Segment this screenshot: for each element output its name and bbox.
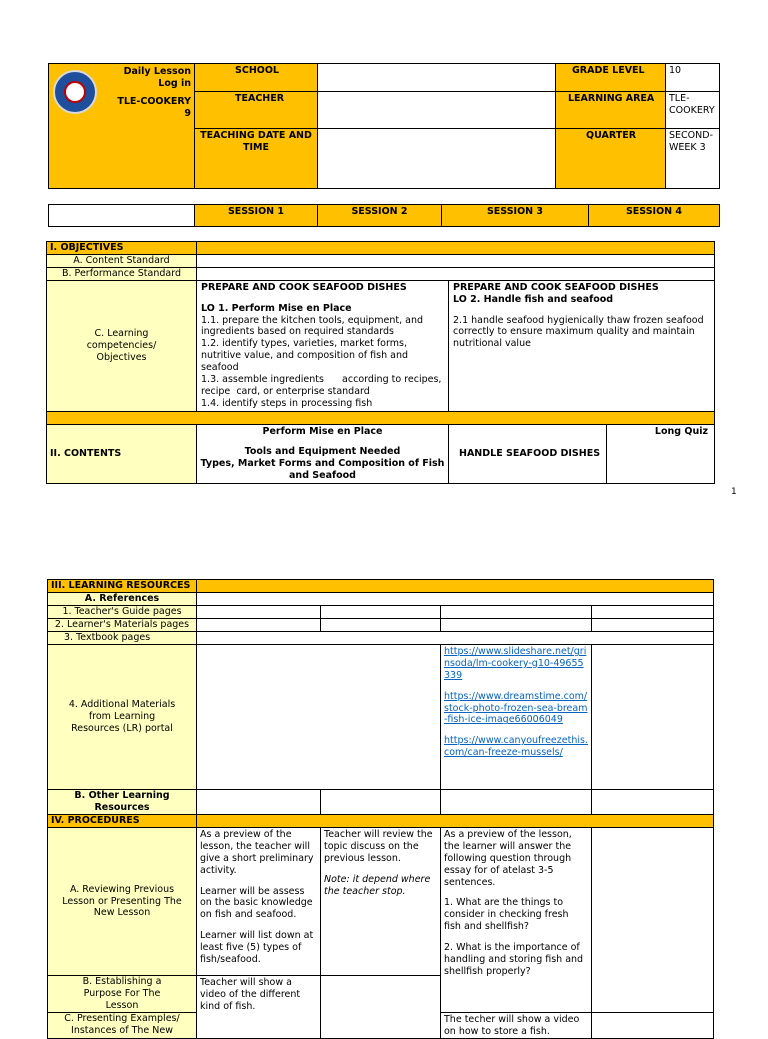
reviewing-s3-q1: 1. What are the things to consider in checking fresh fish and shellfish? [444,897,569,933]
link-dreamstime[interactable]: https://www.dreamstime.com/stock-photo-frozen-sea-bream-fish-ice-image66006049 [444,690,588,726]
purpose-session-2[interactable] [321,976,441,1039]
additional-materials-links [441,645,592,790]
teacher-value[interactable] [318,92,556,129]
sessions-blank-cell [49,205,195,227]
examples-session-3: The techer will show a video on how to store a fish. [441,1012,592,1039]
reviewing-s2-p1: Teacher will review the topic discuss on the previous lesson. [324,829,433,864]
competencies-label: C. Learning competencies/ Objectives [47,280,197,411]
reviewing-s1-p3: Learner will list down at least five (5) types of fish/seafood. [200,930,314,965]
learners-materials-s3[interactable] [441,619,592,632]
reviewing-label: A. Reviewing Previous Lesson or Presenting The New Lesson [48,828,197,976]
reviewing-session-3 [441,828,592,1013]
competency-item: 1.4. identify steps in processing fish [201,397,373,409]
teachers-guide-s1[interactable] [197,606,321,619]
teaching-date-value[interactable] [318,129,556,189]
other-resources-s3[interactable] [441,790,592,815]
header-title: Daily Lesson [123,66,191,77]
contents-session-1 [197,424,449,484]
objectives-table [46,241,715,484]
learners-materials-label: 2. Learner's Materials pages [48,619,197,632]
school-label: SCHOOL [195,64,318,92]
resources-heading: III. LEARNING RESOURCES [48,580,197,593]
contents-s1-line2: Tools and Equipment Needed [244,446,401,458]
competencies-right-title: PREPARE AND COOK SEAFOOD DISHES [453,281,659,293]
header-title-line2: Log in [158,77,191,89]
teachers-guide-label: 1. Teacher's Guide pages [48,606,197,619]
session-2-header: SESSION 2 [318,205,442,227]
teachers-guide-s3[interactable] [441,606,592,619]
page-number: 1 [731,487,737,497]
other-resources-s1[interactable] [197,790,321,815]
grade-level-label: GRADE LEVEL [556,64,666,92]
other-resources-s4[interactable] [592,790,714,815]
contents-heading: II. CONTENTS [47,424,197,484]
learning-area-value: TLE-COOKERY [666,92,720,129]
reviewing-session-4[interactable] [592,828,714,1013]
session-3-header: SESSION 3 [442,205,589,227]
quarter-label: QUARTER [556,129,666,189]
textbook-label: 3. Textbook pages [48,632,197,645]
contents-s1-line3: Types, Market Forms and Composition of Fish and Seafood [200,458,445,482]
header-table [48,63,720,189]
competency-item: 1.2. identify types, varieties, market forms, nutritive value, and composition of fish and seafood [201,338,409,373]
references-label: A. References [48,593,197,606]
teachers-guide-s2[interactable] [321,606,441,619]
reviewing-s2-note: Note: it depend where the teacher stop. [324,873,431,897]
competencies-left-lo: LO 1. Perform Mise en Place [201,302,352,314]
teaching-date-label: TEACHING DATE AND TIME [195,129,318,189]
competency-item: 2.1 handle seafood hygienically thaw frozen seafood correctly to ensure maximum quality and maintain nutritional value [453,314,704,350]
reviewing-s1-p2: Learner will be assess on the basic knowledge on fish and seafood. [200,885,313,921]
additional-materials-label: 4. Additional Materials from Learning Resources (LR) portal [48,645,197,790]
competency-item: 1.1. prepare the kitchen tools, equipment, and ingredients based on required standards [201,314,424,338]
contents-session-4: Long Quiz [607,424,715,484]
sessions-table [48,204,720,227]
contents-s1-line1: Perform Mise en Place [262,425,383,437]
session-1-header: SESSION 1 [195,205,318,227]
competencies-left-title: PREPARE AND COOK SEAFOOD DISHES [201,281,407,293]
competency-item: 1.3. assemble ingredients according to recipes, recipe card, or enterprise standard [201,373,445,397]
school-value[interactable] [318,64,556,92]
competencies-right-lo: LO 2. Handle fish and seafood [453,293,614,305]
procedures-heading: IV. PROCEDURES [48,815,197,828]
competencies-right-cell [449,280,715,411]
examples-label: C. Presenting Examples/ Instances of The New [48,1012,197,1039]
competencies-left-cell [197,280,449,411]
reviewing-s1-p1: As a preview of the lesson, the teacher will give a short preliminary activity. [200,829,314,876]
header-logo-cell [49,64,195,189]
reviewing-s3-p1: As a preview of the lesson, the learner will answer the following question through essay for of atelast 3-5 sentences. [444,829,572,888]
learners-materials-s4[interactable] [592,619,714,632]
teachers-guide-s4[interactable] [592,606,714,619]
learning-area-label: LEARNING AREA [556,92,666,129]
link-canyoufreezethis[interactable]: https://www.canyoufreezethis.com/can-freeze-mussels/ [444,735,588,759]
content-standard-label: A. Content Standard [47,255,197,268]
performance-standard-value[interactable] [197,267,715,280]
performance-standard-label: B. Performance Standard [47,267,197,280]
contents-session-3: HANDLE SEAFOOD DISHES [449,424,607,484]
learners-materials-s1[interactable] [197,619,321,632]
purpose-session-1: Teacher will show a video of the different kind of fish. [197,976,321,1039]
link-slideshare[interactable]: https://www.slideshare.net/grinsoda/lm-cookery-g10-49655339 [444,646,587,681]
objectives-heading: I. OBJECTIVES [47,242,197,255]
other-resources-label: B. Other Learning Resources [48,790,197,815]
examples-session-4[interactable] [592,1012,714,1039]
header-subject-line2: 9 [184,107,191,119]
header-subject: TLE-COOKERY [117,95,191,107]
quarter-value: SECOND-WEEK 3 [666,129,720,189]
reviewing-session-2 [321,828,441,976]
content-standard-value[interactable] [197,255,715,268]
learners-materials-s2[interactable] [321,619,441,632]
session-4-header: SESSION 4 [589,205,720,227]
purpose-label: B. Establishing a Purpose For The Lesson [48,976,197,1013]
resources-table [47,579,714,1039]
reviewing-session-1 [197,828,321,976]
teacher-label: TEACHER [195,92,318,129]
grade-level-value: 10 [666,64,720,92]
other-resources-s2[interactable] [321,790,441,815]
reviewing-s3-q2: 2. What is the importance of handling and storing fish and shellfish properly? [444,942,584,977]
deped-seal-icon [53,70,97,114]
